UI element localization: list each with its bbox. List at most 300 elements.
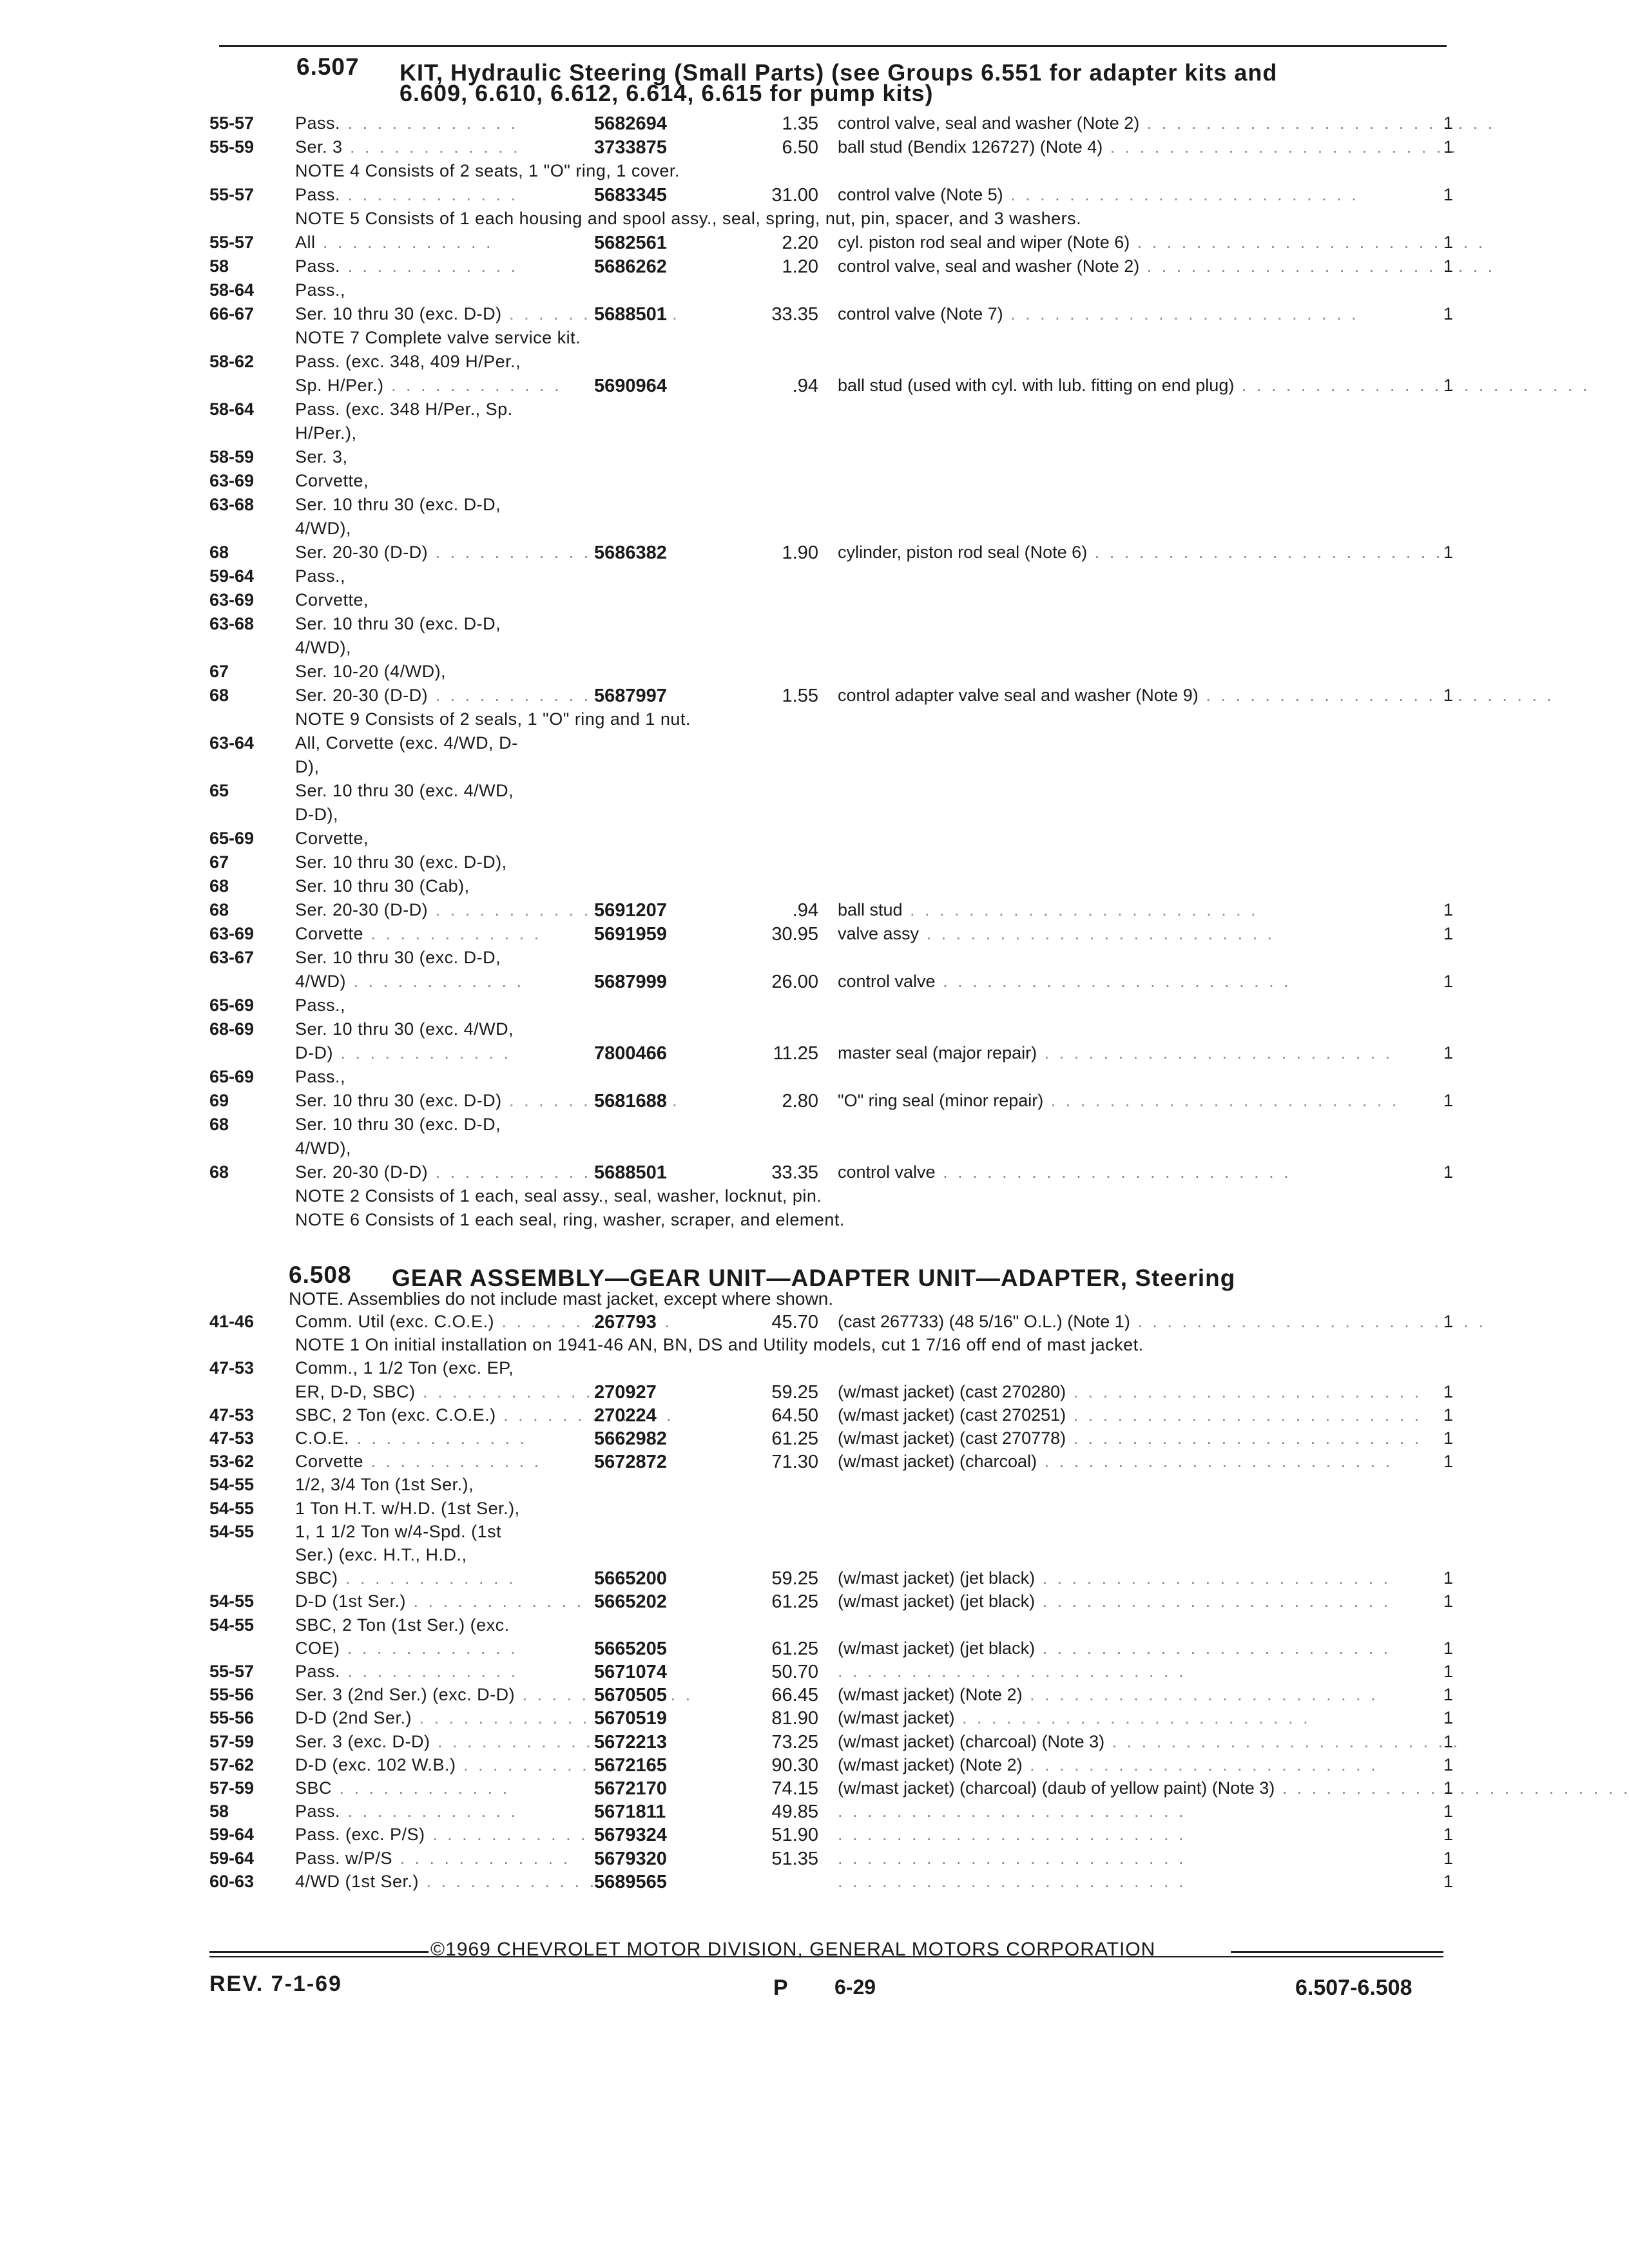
- parts-row: [0, 1068, 1629, 1091]
- quantity: 1: [1443, 137, 1454, 157]
- part-number: 5682694: [594, 113, 667, 134]
- part-number: 5672170: [594, 1778, 667, 1799]
- year-range: 66-67: [209, 304, 255, 323]
- parts-row: [0, 1826, 1629, 1849]
- application: SBC, 2 Ton (exc. C.O.E.) . . .: [295, 1407, 674, 1424]
- parts-row: [0, 1360, 1629, 1383]
- year-range: 68-69: [209, 1019, 255, 1039]
- year-range: 54-55: [209, 1591, 255, 1611]
- application: D-D (exc. 102 W.B.) . . .: [295, 1756, 634, 1774]
- part-number: 5662982: [594, 1428, 667, 1449]
- application: Ser. 10 thru 30 (exc. 4/WD,: [295, 781, 514, 800]
- description: (w/mast jacket) (jet black) . . .: [838, 1593, 1391, 1610]
- part-number: 5688501: [594, 304, 667, 325]
- description: "O" ring seal (minor repair) . . .: [838, 1092, 1399, 1110]
- description: (w/mast jacket) (Note 2) . . .: [838, 1686, 1378, 1704]
- price: 49.85: [771, 1802, 818, 1823]
- parts-row: [0, 258, 1629, 281]
- note-line: NOTE 7 Complete valve service kit.: [295, 328, 581, 347]
- part-number: 5665205: [594, 1638, 667, 1659]
- footer-rule-right: [1231, 1951, 1443, 1953]
- year-range: 55-57: [209, 1662, 255, 1681]
- description: [838, 1826, 1186, 1843]
- application: 4/WD (1st Ser.) . . .: [295, 1873, 597, 1890]
- section-6508-subnote: NOTE. Assemblies do not include mast jacket, except where shown.: [289, 1289, 834, 1309]
- price: 1.20: [782, 256, 818, 277]
- year-range: 55-56: [209, 1708, 255, 1728]
- parts-row: [0, 1383, 1629, 1407]
- description: [838, 1663, 1186, 1680]
- description: cylinder, piston rod seal (Note 6) . . .: [838, 544, 1443, 561]
- year-range: 58: [209, 256, 229, 276]
- section-6507-title-line2: 6.609, 6.610, 6.612, 6.614, 6.615 for pump kits): [400, 80, 934, 106]
- description: (w/mast jacket) (jet black) . . .: [838, 1640, 1391, 1657]
- application: Pass. w/P/S . . .: [295, 1850, 570, 1867]
- part-number: 5681688: [594, 1091, 667, 1111]
- application: Comm. Util (exc. C.O.E.) . . .: [295, 1313, 672, 1331]
- quantity: 1: [1443, 900, 1454, 919]
- section-range: 6.507-6.508: [1295, 1975, 1412, 2000]
- note-line: NOTE 4 Consists of 2 seats, 1 "O" ring, 1 cover.: [295, 161, 680, 180]
- parts-row: [0, 782, 1629, 805]
- application: 1 Ton H.T. w/H.D. (1st Ser.),: [295, 1498, 520, 1518]
- price: 30.95: [771, 924, 818, 945]
- year-range: 69: [209, 1091, 229, 1110]
- page-number: 6-29: [834, 1975, 876, 1999]
- quantity: 1: [1443, 543, 1454, 562]
- part-number: 5665200: [594, 1568, 667, 1590]
- parts-row: [0, 830, 1629, 853]
- year-range: 55-57: [209, 113, 255, 133]
- parts-row: [0, 305, 1629, 329]
- year-range: 55-57: [209, 233, 255, 252]
- part-number: 5679324: [594, 1825, 667, 1846]
- application: C.O.E. . . .: [295, 1430, 527, 1447]
- parts-row: [0, 1570, 1629, 1593]
- description: control valve . . .: [838, 973, 1291, 990]
- application: Pass.,: [295, 1067, 346, 1086]
- year-range: 55-57: [209, 185, 255, 204]
- year-range: 68: [209, 1115, 229, 1134]
- application: Ser. 10 thru 30 (exc. D-D,: [295, 1115, 501, 1134]
- parts-row: [0, 1476, 1629, 1499]
- quantity: 1: [1443, 1871, 1454, 1891]
- parts-row: [0, 496, 1629, 519]
- part-number: 5686382: [594, 543, 667, 563]
- note-line: NOTE 9 Consists of 2 seals, 1 "O" ring and 1 nut.: [295, 709, 691, 729]
- description: (w/mast jacket) . . .: [838, 1709, 1311, 1727]
- part-number: 270224: [594, 1405, 657, 1426]
- application: Pass.,: [295, 566, 346, 586]
- price: 81.90: [771, 1708, 818, 1729]
- quantity: 1: [1443, 256, 1454, 276]
- quantity: 1: [1443, 1685, 1454, 1705]
- quantity: 1: [1443, 1568, 1454, 1588]
- parts-row: [0, 854, 1629, 877]
- parts-row: [0, 1780, 1629, 1803]
- application: Corvette . . .: [295, 1453, 541, 1470]
- year-range: 65-69: [209, 995, 255, 1015]
- price: 33.35: [771, 304, 818, 325]
- price: 61.25: [771, 1591, 818, 1613]
- price: 11.25: [773, 1043, 818, 1064]
- year-range: 58-59: [209, 447, 255, 466]
- quantity: 1: [1443, 1428, 1454, 1448]
- application: Pass. (exc. P/S) . . .: [295, 1826, 603, 1843]
- note-line: NOTE 2 Consists of 1 each, seal assy., seal, washer, locknut, pin.: [295, 1186, 822, 1206]
- price: 59.25: [771, 1381, 818, 1403]
- application: SBC, 2 Ton (1st Ser.) (exc.: [295, 1615, 510, 1635]
- part-number: 5691959: [594, 924, 667, 945]
- description: (w/mast jacket) (Note 2) . . .: [838, 1756, 1378, 1774]
- parts-row: [0, 1617, 1629, 1640]
- part-number: 270927: [594, 1381, 657, 1403]
- footer-rule-bottom: [209, 1956, 1443, 1957]
- application: Ser.) (exc. H.T., H.D.,: [295, 1545, 467, 1564]
- price: 45.70: [771, 1312, 818, 1332]
- part-number: 5687999: [594, 972, 667, 992]
- price: .94: [792, 900, 818, 921]
- description: control adapter valve seal and washer (Note 9) . . .: [838, 687, 1554, 704]
- description: control valve (Note 7) . . .: [838, 305, 1359, 323]
- year-range: 47-53: [209, 1405, 255, 1425]
- application: Pass. . . .: [295, 1663, 518, 1680]
- quantity: 1: [1443, 1731, 1454, 1751]
- year-range: 60-63: [209, 1871, 255, 1891]
- parts-row: [0, 1733, 1629, 1756]
- parts-row: [0, 568, 1629, 591]
- application: Ser. 20-30 (D-D) . . .: [295, 687, 606, 704]
- part-number: 5686262: [594, 256, 667, 277]
- description: master seal (major repair) . . .: [838, 1044, 1393, 1062]
- part-number: 5671811: [594, 1802, 666, 1823]
- application: Ser. 20-30 (D-D) . . .: [295, 544, 606, 561]
- year-range: 53-62: [209, 1452, 255, 1472]
- part-number: 5689565: [594, 1871, 667, 1892]
- section-6508-number: 6.508: [289, 1262, 352, 1288]
- year-range: 65-69: [209, 1067, 255, 1086]
- note-line: NOTE 5 Consists of 1 each housing and spool assy., seal, spring, nut, pin, spacer, and 3 washers.: [295, 209, 1082, 228]
- parts-row: [0, 1593, 1629, 1616]
- year-range: 47-53: [209, 1358, 255, 1378]
- quantity: 1: [1443, 1708, 1454, 1728]
- quantity: 1: [1443, 233, 1454, 252]
- application: Pass. . . .: [295, 258, 518, 275]
- price: 1.90: [782, 543, 818, 563]
- year-range: 68: [209, 543, 229, 562]
- application: Pass. (exc. 348 H/Per., Sp.: [295, 399, 513, 419]
- application: Ser. 3,: [295, 447, 348, 466]
- year-range: 47-53: [209, 1428, 255, 1448]
- quantity: 1: [1443, 1662, 1454, 1681]
- parts-row: [0, 591, 1629, 615]
- application: ER, D-D, SBC) . . .: [295, 1383, 593, 1401]
- application: Corvette,: [295, 829, 369, 848]
- application: Ser. 10 thru 30 (exc. 4/WD,: [295, 1019, 514, 1039]
- parts-row: [0, 639, 1629, 662]
- application: 4/WD),: [295, 519, 351, 538]
- quantity: 1: [1443, 972, 1454, 991]
- quantity: 1: [1443, 924, 1454, 943]
- description: (w/mast jacket) (charcoal) (Note 3) . . .: [838, 1733, 1460, 1751]
- quantity: 1: [1443, 1043, 1454, 1062]
- footer-rule-left: [209, 1951, 429, 1953]
- parts-row: [0, 758, 1629, 782]
- quantity: 1: [1443, 1754, 1454, 1774]
- year-range: 41-46: [209, 1312, 255, 1331]
- price: 50.70: [771, 1662, 818, 1682]
- note-line: NOTE 1 On initial installation on 1941-46 AN, BN, DS and Utility models, cut 1 7/16 off end of mast jacket.: [295, 1335, 1144, 1355]
- application: H/Per.),: [295, 423, 357, 443]
- application: 4/WD) . . .: [295, 973, 524, 990]
- part-number: 5670519: [594, 1708, 667, 1729]
- quantity: 1: [1443, 376, 1454, 395]
- year-range: 65: [209, 781, 229, 800]
- parts-row: [0, 1116, 1629, 1139]
- year-range: 68: [209, 686, 229, 705]
- price: 26.00: [771, 972, 818, 992]
- parts-row: [0, 544, 1629, 567]
- application: Pass.,: [295, 995, 346, 1015]
- application: SBC . . .: [295, 1780, 510, 1797]
- part-number: 5691207: [594, 900, 667, 921]
- application: Ser. 10 thru 30 (exc. D-D) . . .: [295, 1092, 680, 1110]
- parts-row: [0, 1756, 1629, 1780]
- part-number: 5665202: [594, 1591, 667, 1613]
- price: 59.25: [771, 1568, 818, 1590]
- application: Pass. . . .: [295, 186, 518, 204]
- description: cyl. piston rod seal and wiper (Note 6) . . .: [838, 234, 1485, 251]
- part-number: 5683345: [594, 185, 667, 206]
- description: [838, 1850, 1186, 1867]
- description: control valve (Note 5) . . .: [838, 186, 1359, 204]
- application: D-D) . . .: [295, 1044, 511, 1062]
- application: Ser. 10 thru 30 (exc. D-D,: [295, 948, 501, 967]
- parts-row: [0, 1850, 1629, 1873]
- application: D-D (2nd Ser.) . . .: [295, 1709, 590, 1727]
- note-line: NOTE 6 Consists of 1 each seal, ring, washer, scraper, and element.: [295, 1210, 845, 1229]
- parts-row: [0, 1873, 1629, 1896]
- price: 73.25: [771, 1731, 818, 1753]
- application: Ser. 3 (exc. D-D) . . .: [295, 1733, 608, 1751]
- parts-row: [0, 448, 1629, 472]
- year-range: 54-55: [209, 1615, 255, 1635]
- description: ball stud . . .: [838, 901, 1258, 919]
- year-range: 63-69: [209, 471, 255, 490]
- quantity: 1: [1443, 1405, 1454, 1425]
- quantity: 1: [1443, 1638, 1454, 1658]
- parts-row: [0, 735, 1629, 758]
- year-range: 63-64: [209, 733, 255, 753]
- parts-row: [0, 1709, 1629, 1733]
- year-range: 54-55: [209, 1475, 255, 1495]
- application: 1/2, 3/4 Ton (1st Ser.),: [295, 1475, 474, 1495]
- quantity: 1: [1443, 1091, 1454, 1110]
- quantity: 1: [1443, 1452, 1454, 1472]
- year-range: 67: [209, 662, 229, 681]
- part-number: 5682561: [594, 233, 667, 253]
- quantity: 1: [1443, 1591, 1454, 1611]
- page-letter: P: [773, 1975, 788, 2000]
- application: Ser. 3 (2nd Ser.) (exc. D-D) . . .: [295, 1686, 693, 1704]
- year-range: 59-64: [209, 1825, 255, 1845]
- parts-row: [0, 1523, 1629, 1546]
- parts-row: [0, 973, 1629, 996]
- description: (w/mast jacket) (cast 270280) . . .: [838, 1383, 1422, 1401]
- parts-row: [0, 949, 1629, 972]
- description: (w/mast jacket) (jet black) . . .: [838, 1570, 1391, 1587]
- quantity: 1: [1443, 1312, 1454, 1331]
- parts-row: [0, 1407, 1629, 1430]
- part-number: 5672165: [594, 1754, 667, 1776]
- application: Corvette . . .: [295, 925, 541, 943]
- top-rule: [219, 45, 1447, 47]
- parts-row: [0, 234, 1629, 257]
- year-range: 68: [209, 876, 229, 896]
- price: 2.20: [782, 233, 818, 253]
- part-number: 3733875: [594, 137, 667, 158]
- description: (w/mast jacket) (charcoal) . . .: [838, 1453, 1393, 1470]
- application: All . . .: [295, 234, 494, 251]
- parts-row: [0, 687, 1629, 710]
- description: control valve . . .: [838, 1164, 1291, 1181]
- part-number: 5672872: [594, 1452, 667, 1473]
- application: Ser. 10-20 (4/WD),: [295, 662, 447, 681]
- quantity: 1: [1443, 686, 1454, 705]
- parts-row: [0, 139, 1629, 162]
- description: [838, 1803, 1186, 1820]
- quantity: 1: [1443, 1778, 1454, 1798]
- parts-row: [0, 1044, 1629, 1068]
- description: (w/mast jacket) (cast 270251) . . .: [838, 1407, 1422, 1424]
- parts-row: [0, 1140, 1629, 1163]
- parts-row: [0, 186, 1629, 209]
- description: [838, 1873, 1186, 1890]
- part-number: 5690964: [594, 376, 667, 396]
- application: D-D (1st Ser.) . . .: [295, 1593, 584, 1610]
- application: Pass. . . .: [295, 1803, 518, 1820]
- description: ball stud (used with cyl. with lub. fitting on end plug) . . .: [838, 377, 1590, 394]
- parts-row: [0, 1686, 1629, 1709]
- parts-row: [0, 115, 1629, 138]
- quantity: 1: [1443, 113, 1454, 133]
- application: 1, 1 1/2 Ton w/4-Spd. (1st: [295, 1521, 502, 1541]
- application: Ser. 3 . . .: [295, 139, 521, 156]
- description: (w/mast jacket) (charcoal) (daub of yellow paint) (Note 3) . . .: [838, 1780, 1629, 1797]
- price: 66.45: [771, 1685, 818, 1706]
- price: 51.90: [771, 1825, 818, 1846]
- year-range: 65-69: [209, 829, 255, 848]
- application: D-D),: [295, 805, 338, 824]
- application: COE) . . .: [295, 1640, 518, 1657]
- price: 33.35: [771, 1162, 818, 1183]
- application: Pass. . . .: [295, 115, 518, 132]
- parts-row: [0, 401, 1629, 424]
- application: Ser. 20-30 (D-D) . . .: [295, 901, 606, 919]
- parts-row: [0, 1803, 1629, 1826]
- application: 4/WD),: [295, 638, 351, 657]
- price: 90.30: [771, 1754, 818, 1776]
- part-number: 7800466: [594, 1043, 667, 1064]
- quantity: 1: [1443, 1848, 1454, 1868]
- application: D),: [295, 757, 320, 776]
- application: Comm., 1 1/2 Ton (exc. EP,: [295, 1358, 514, 1378]
- year-range: 54-55: [209, 1498, 255, 1518]
- section-6507-title-line1: KIT, Hydraulic Steering (Small Parts) (see Groups 6.551 for adapter kits and: [400, 59, 1278, 86]
- year-range: 55-59: [209, 137, 255, 157]
- year-range: 63-68: [209, 495, 255, 514]
- description: control valve, seal and washer (Note 2) . . .: [838, 258, 1495, 275]
- parts-row: [0, 925, 1629, 948]
- application: Ser. 10 thru 30 (exc. D-D,: [295, 495, 501, 514]
- application: Ser. 10 thru 30 (exc. D-D),: [295, 852, 507, 872]
- revision-date: REV. 7-1-69: [209, 1972, 342, 1996]
- application: All, Corvette (exc. 4/WD, D-: [295, 733, 518, 753]
- price: 61.25: [771, 1428, 818, 1449]
- year-range: 57-59: [209, 1778, 255, 1798]
- parts-row: [0, 901, 1629, 925]
- price: 31.00: [771, 185, 818, 206]
- quantity: 1: [1443, 1825, 1454, 1845]
- year-range: 67: [209, 852, 229, 872]
- parts-row: [0, 997, 1629, 1020]
- year-range: 58-64: [209, 399, 255, 419]
- application: Sp. H/Per.) . . .: [295, 377, 562, 394]
- parts-row: [0, 1500, 1629, 1523]
- parts-row: [0, 615, 1629, 639]
- year-range: 57-62: [209, 1754, 255, 1774]
- application: Pass.,: [295, 280, 346, 300]
- parts-row: [0, 377, 1629, 400]
- description: (cast 267733) (48 5/16" O.L.) (Note 1) . . .: [838, 1313, 1486, 1331]
- part-number: 5671074: [594, 1662, 667, 1682]
- year-range: 58: [209, 1802, 229, 1821]
- application: Corvette,: [295, 471, 369, 490]
- parts-row: [0, 1546, 1629, 1570]
- year-range: 58-62: [209, 352, 255, 371]
- parts-row: [0, 878, 1629, 901]
- price: 61.25: [771, 1638, 818, 1659]
- quantity: 1: [1443, 185, 1454, 204]
- quantity: 1: [1443, 304, 1454, 323]
- price: 2.80: [782, 1091, 818, 1111]
- parts-row: [0, 520, 1629, 543]
- year-range: 57-59: [209, 1731, 255, 1751]
- year-range: 68: [209, 900, 229, 919]
- price: 1.55: [782, 686, 818, 706]
- parts-row: [0, 1430, 1629, 1453]
- application: 4/WD),: [295, 1139, 351, 1158]
- year-range: 63-67: [209, 948, 255, 967]
- application: Ser. 10 thru 30 (exc. D-D) . . .: [295, 305, 680, 323]
- quantity: 1: [1443, 1162, 1454, 1182]
- part-number: 5687997: [594, 686, 667, 706]
- price: 6.50: [782, 137, 818, 158]
- application: Ser. 20-30 (D-D) . . .: [295, 1164, 606, 1181]
- year-range: 63-69: [209, 924, 255, 943]
- parts-row: [0, 1663, 1629, 1686]
- part-number: 267793: [594, 1312, 657, 1332]
- copyright-line: ©1969 CHEVROLET MOTOR DIVISION, GENERAL MOTORS CORPORATION: [430, 1939, 1156, 1960]
- year-range: 59-64: [209, 1848, 255, 1868]
- parts-row: [0, 353, 1629, 376]
- section-6507-number: 6.507: [296, 53, 360, 80]
- year-range: 55-56: [209, 1685, 255, 1705]
- parts-row: [0, 282, 1629, 305]
- description: ball stud (Bendix 126727) (Note 4) . . .: [838, 139, 1458, 156]
- parts-row: [0, 1313, 1629, 1336]
- section-6508-title: GEAR ASSEMBLY—GEAR UNIT—ADAPTER UNIT—ADAPTER, Steering: [392, 1265, 1236, 1291]
